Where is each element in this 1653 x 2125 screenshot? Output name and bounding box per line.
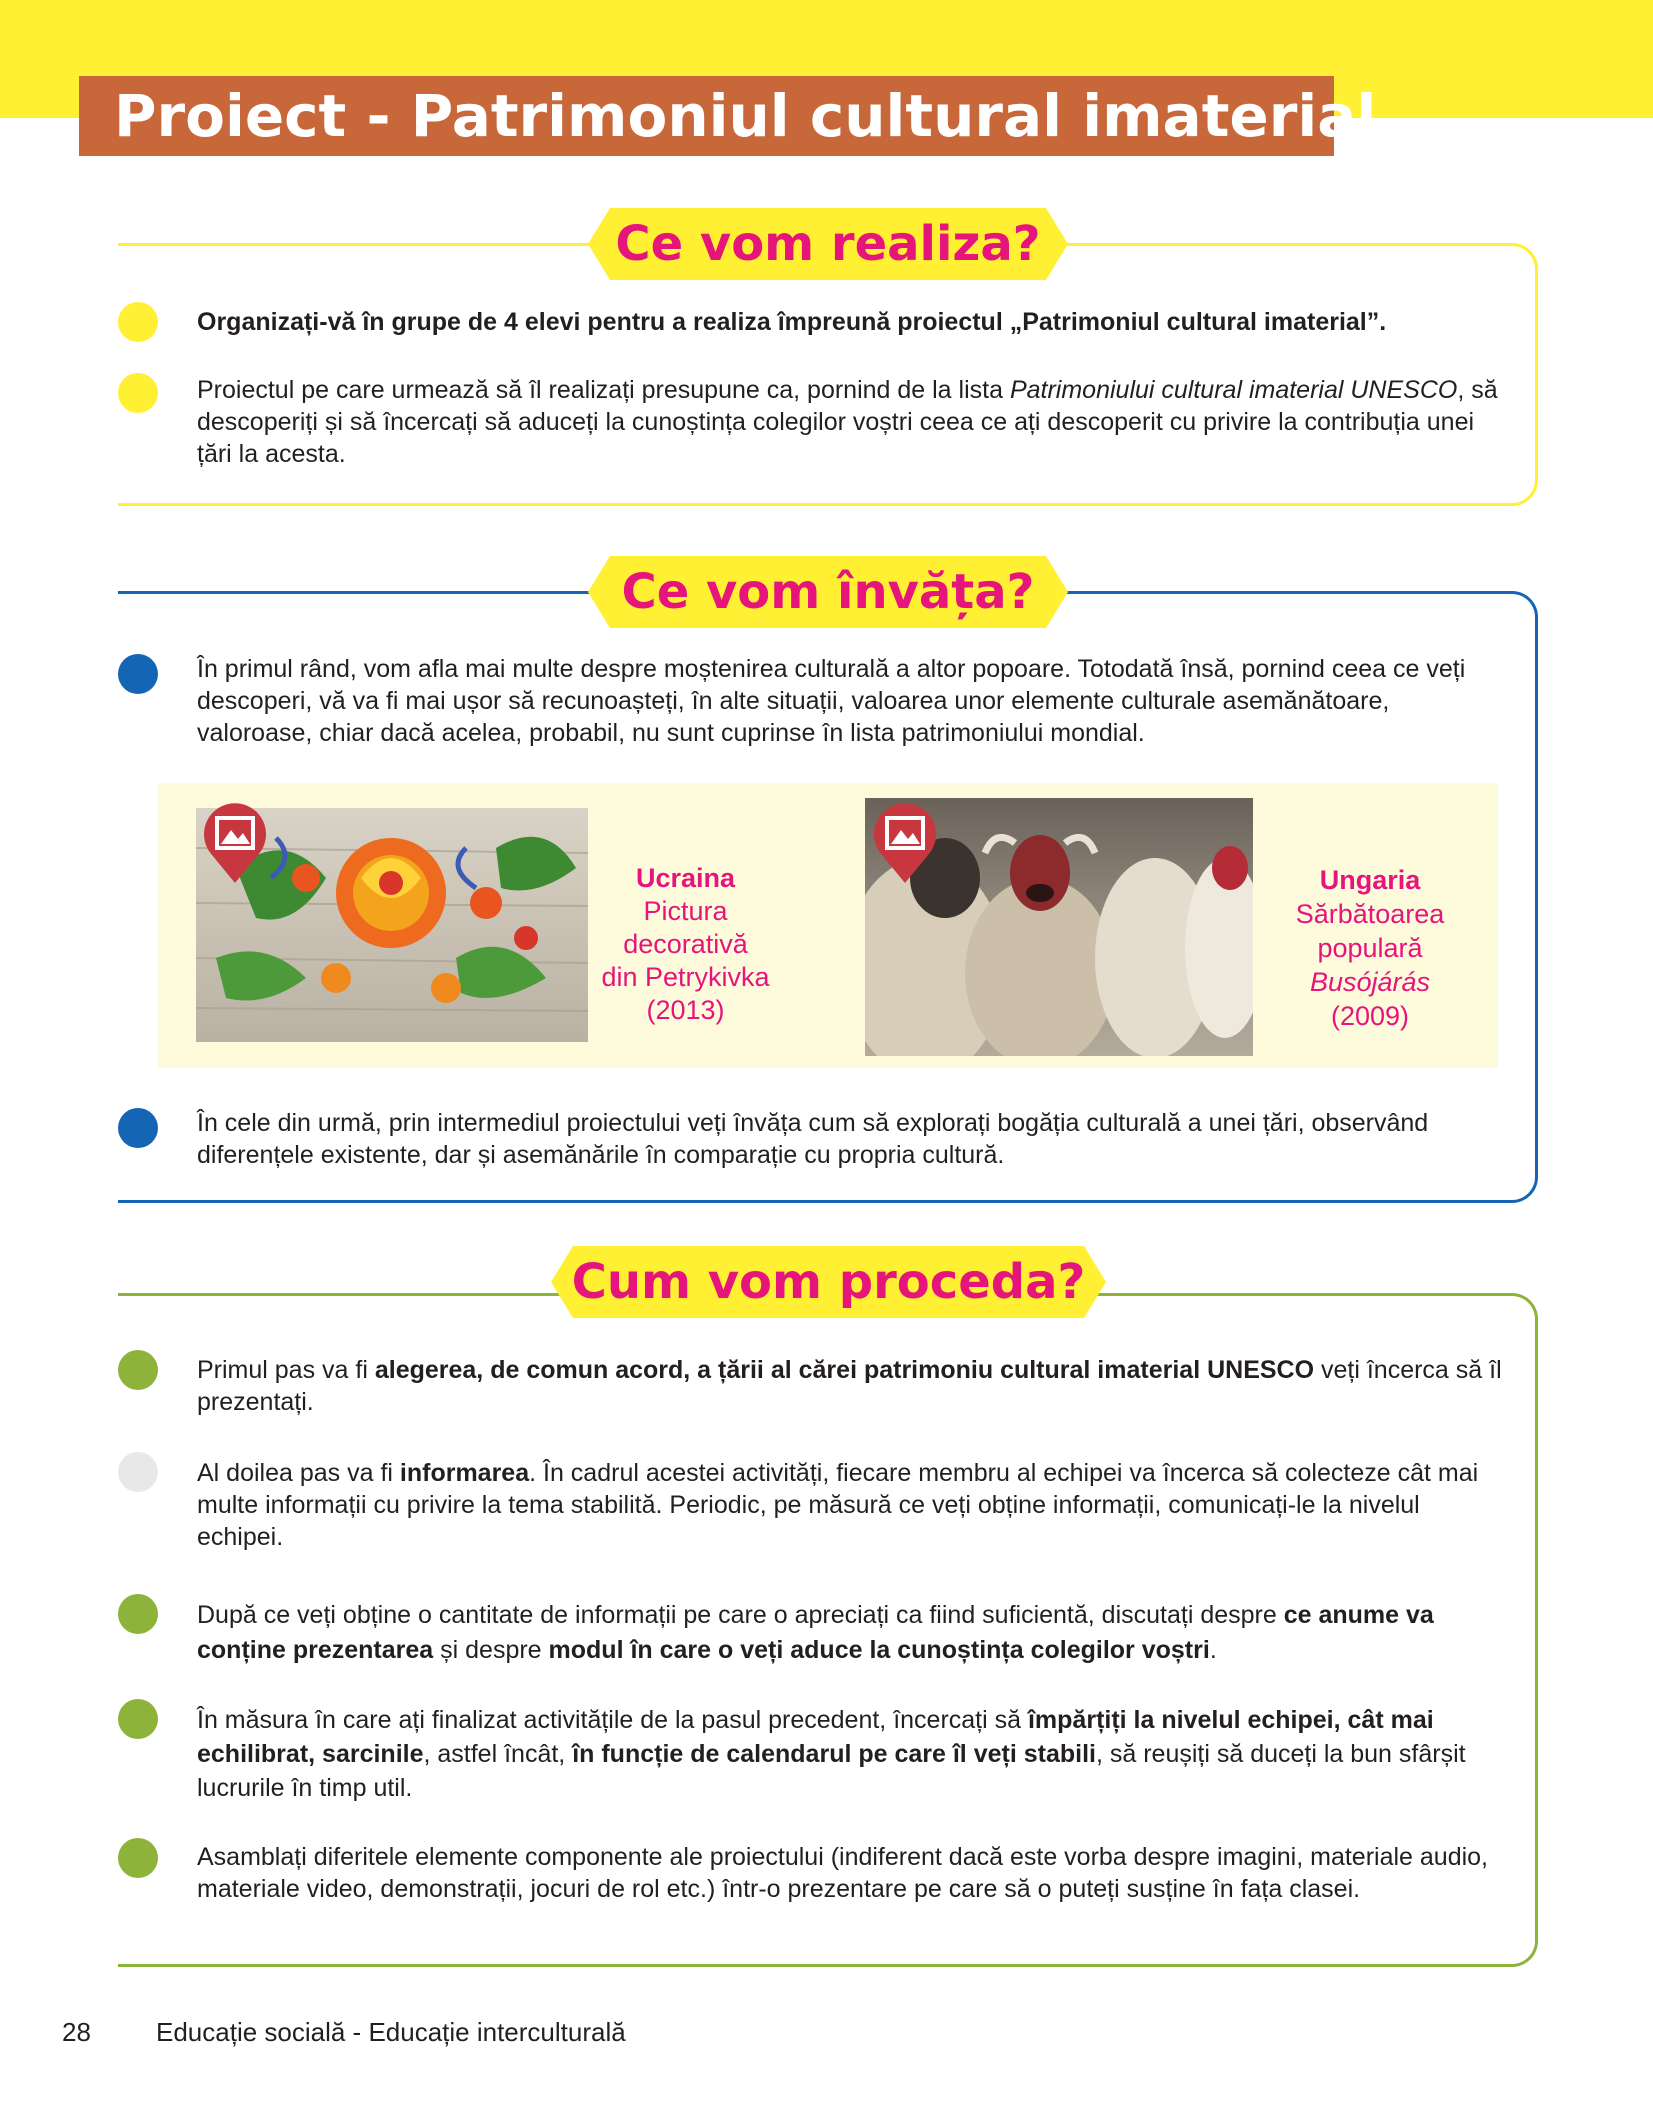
bullet-dot-icon <box>118 373 158 413</box>
step-4: În măsura în care ați finalizat activitățile de la pasul precedent, încercați să împărțiți la nivelul echipei, cât mai echilibrat, sarcinile, astfel încât, în funcție de calendarul pe care îl veți stabili, să reușiți să duceți la bun sfârșit lucrurile în timp util. <box>197 1706 1466 1802</box>
section-invata-paragraph-1: În primul rând, vom afla mai multe despre moștenirea culturală a altor popoare. Totodată însă, pornind ceea ce veți descoperi, vă va fi mai ușor să recunoașteți, în alte situații, valoarea unor elemente culturale asemănătoare, valoroase, chiar dacă acelea, probabil, nu sunt cuprinse în lista patrimoniului mondial. <box>197 655 1466 747</box>
step-5: Asamblați diferitele elemente componente ale proiectului (indiferent dacă este vorba despre imagini, materiale audio, materiale video, demonstrații, jocuri de rol etc.) într-o prezentare pe care să o puteți susține în fața clasei. <box>197 1843 1489 1903</box>
section-proceda-heading: Cum vom proceda? <box>571 1254 1086 1310</box>
bullet-dot-icon <box>118 1594 158 1634</box>
section-realiza-paragraph-1 <box>197 306 1507 338</box>
section-realiza-heading: Ce vom realiza? <box>615 216 1041 272</box>
section-proceda-heading-pill <box>573 1246 1084 1318</box>
bullet-dot-icon <box>118 1452 158 1492</box>
page-number: 28 <box>62 2017 91 2047</box>
image-pin-icon <box>872 803 938 885</box>
section-invata-heading-pill <box>610 556 1046 628</box>
page-title: Proiect - Patrimoniul cultural imaterial <box>114 82 1377 150</box>
bullet-dot-icon <box>118 654 158 694</box>
step-3: După ce veți obține o cantitate de informații pe care o apreciați ca fiind suficientă, discutați despre ce anume va conține prezentarea și despre modul în care o veți aduce la cunoștința colegilor voștri. <box>197 1601 1434 1664</box>
book-title: Educație socială - Educație interculturală <box>156 2017 626 2047</box>
step-1: Primul pas va fi alegerea, de comun acord, a țării al cărei patrimoniu cultural imaterial UNESCO veți încerca să îl prezentați. <box>197 1356 1502 1416</box>
bullet-dot-icon <box>118 1699 158 1739</box>
hungary-country: Ungaria <box>1319 865 1421 895</box>
bullet-dot-icon <box>118 1838 158 1878</box>
step-2: Al doilea pas va fi informarea. În cadrul acestei activități, fiecare membru al echipei va încerca să colecteze cât mai multe informații cu privire la tema stabilită. Periodic, pe măsură ce veți obține informații, comunicați-le la nivelul echipei. <box>197 1459 1479 1551</box>
bullet-dot-icon <box>118 1350 158 1390</box>
section-realiza-heading-pill <box>610 208 1046 280</box>
ukraine-country: Ucraina <box>635 863 736 893</box>
image-pin-icon <box>202 803 268 885</box>
bullet-dot-icon <box>118 1108 158 1148</box>
section-realiza-p1-text: Organizați-vă în grupe de 4 elevi pentru a realiza împreună proiectul „Patrimoniul cultural imaterial”. <box>197 308 1387 336</box>
bullet-dot-icon <box>118 302 158 342</box>
section-invata-heading: Ce vom învăța? <box>621 564 1035 620</box>
section-invata-paragraph-2: În cele din urmă, prin intermediul proiectului veți învăța cum să explorați bogăția culturală a unei țări, observând diferențele existente, dar și asemănările în comparație cu propria cultură. <box>197 1109 1429 1169</box>
section-realiza-paragraph-2: Proiectul pe care urmează să îl realizați presupune ca, pornind de la lista Patrimoniului cultural imaterial UNESCO, să descoperiți și să încercați să aduceți la cunoștința colegilor voștri ceea ce ați descoperit cu privire la contribuția unei țări la acesta. <box>197 376 1498 468</box>
hungary-caption: Ungaria Sărbătoarea populară Busójárás (2009) <box>1265 863 1475 1033</box>
ukraine-caption: Ucraina Pictura decorativă din Petrykivka (2013) <box>588 862 783 1027</box>
page-title-banner <box>79 76 1377 156</box>
unesco-list-name: Patrimoniului cultural imaterial UNESCO <box>1009 376 1458 404</box>
